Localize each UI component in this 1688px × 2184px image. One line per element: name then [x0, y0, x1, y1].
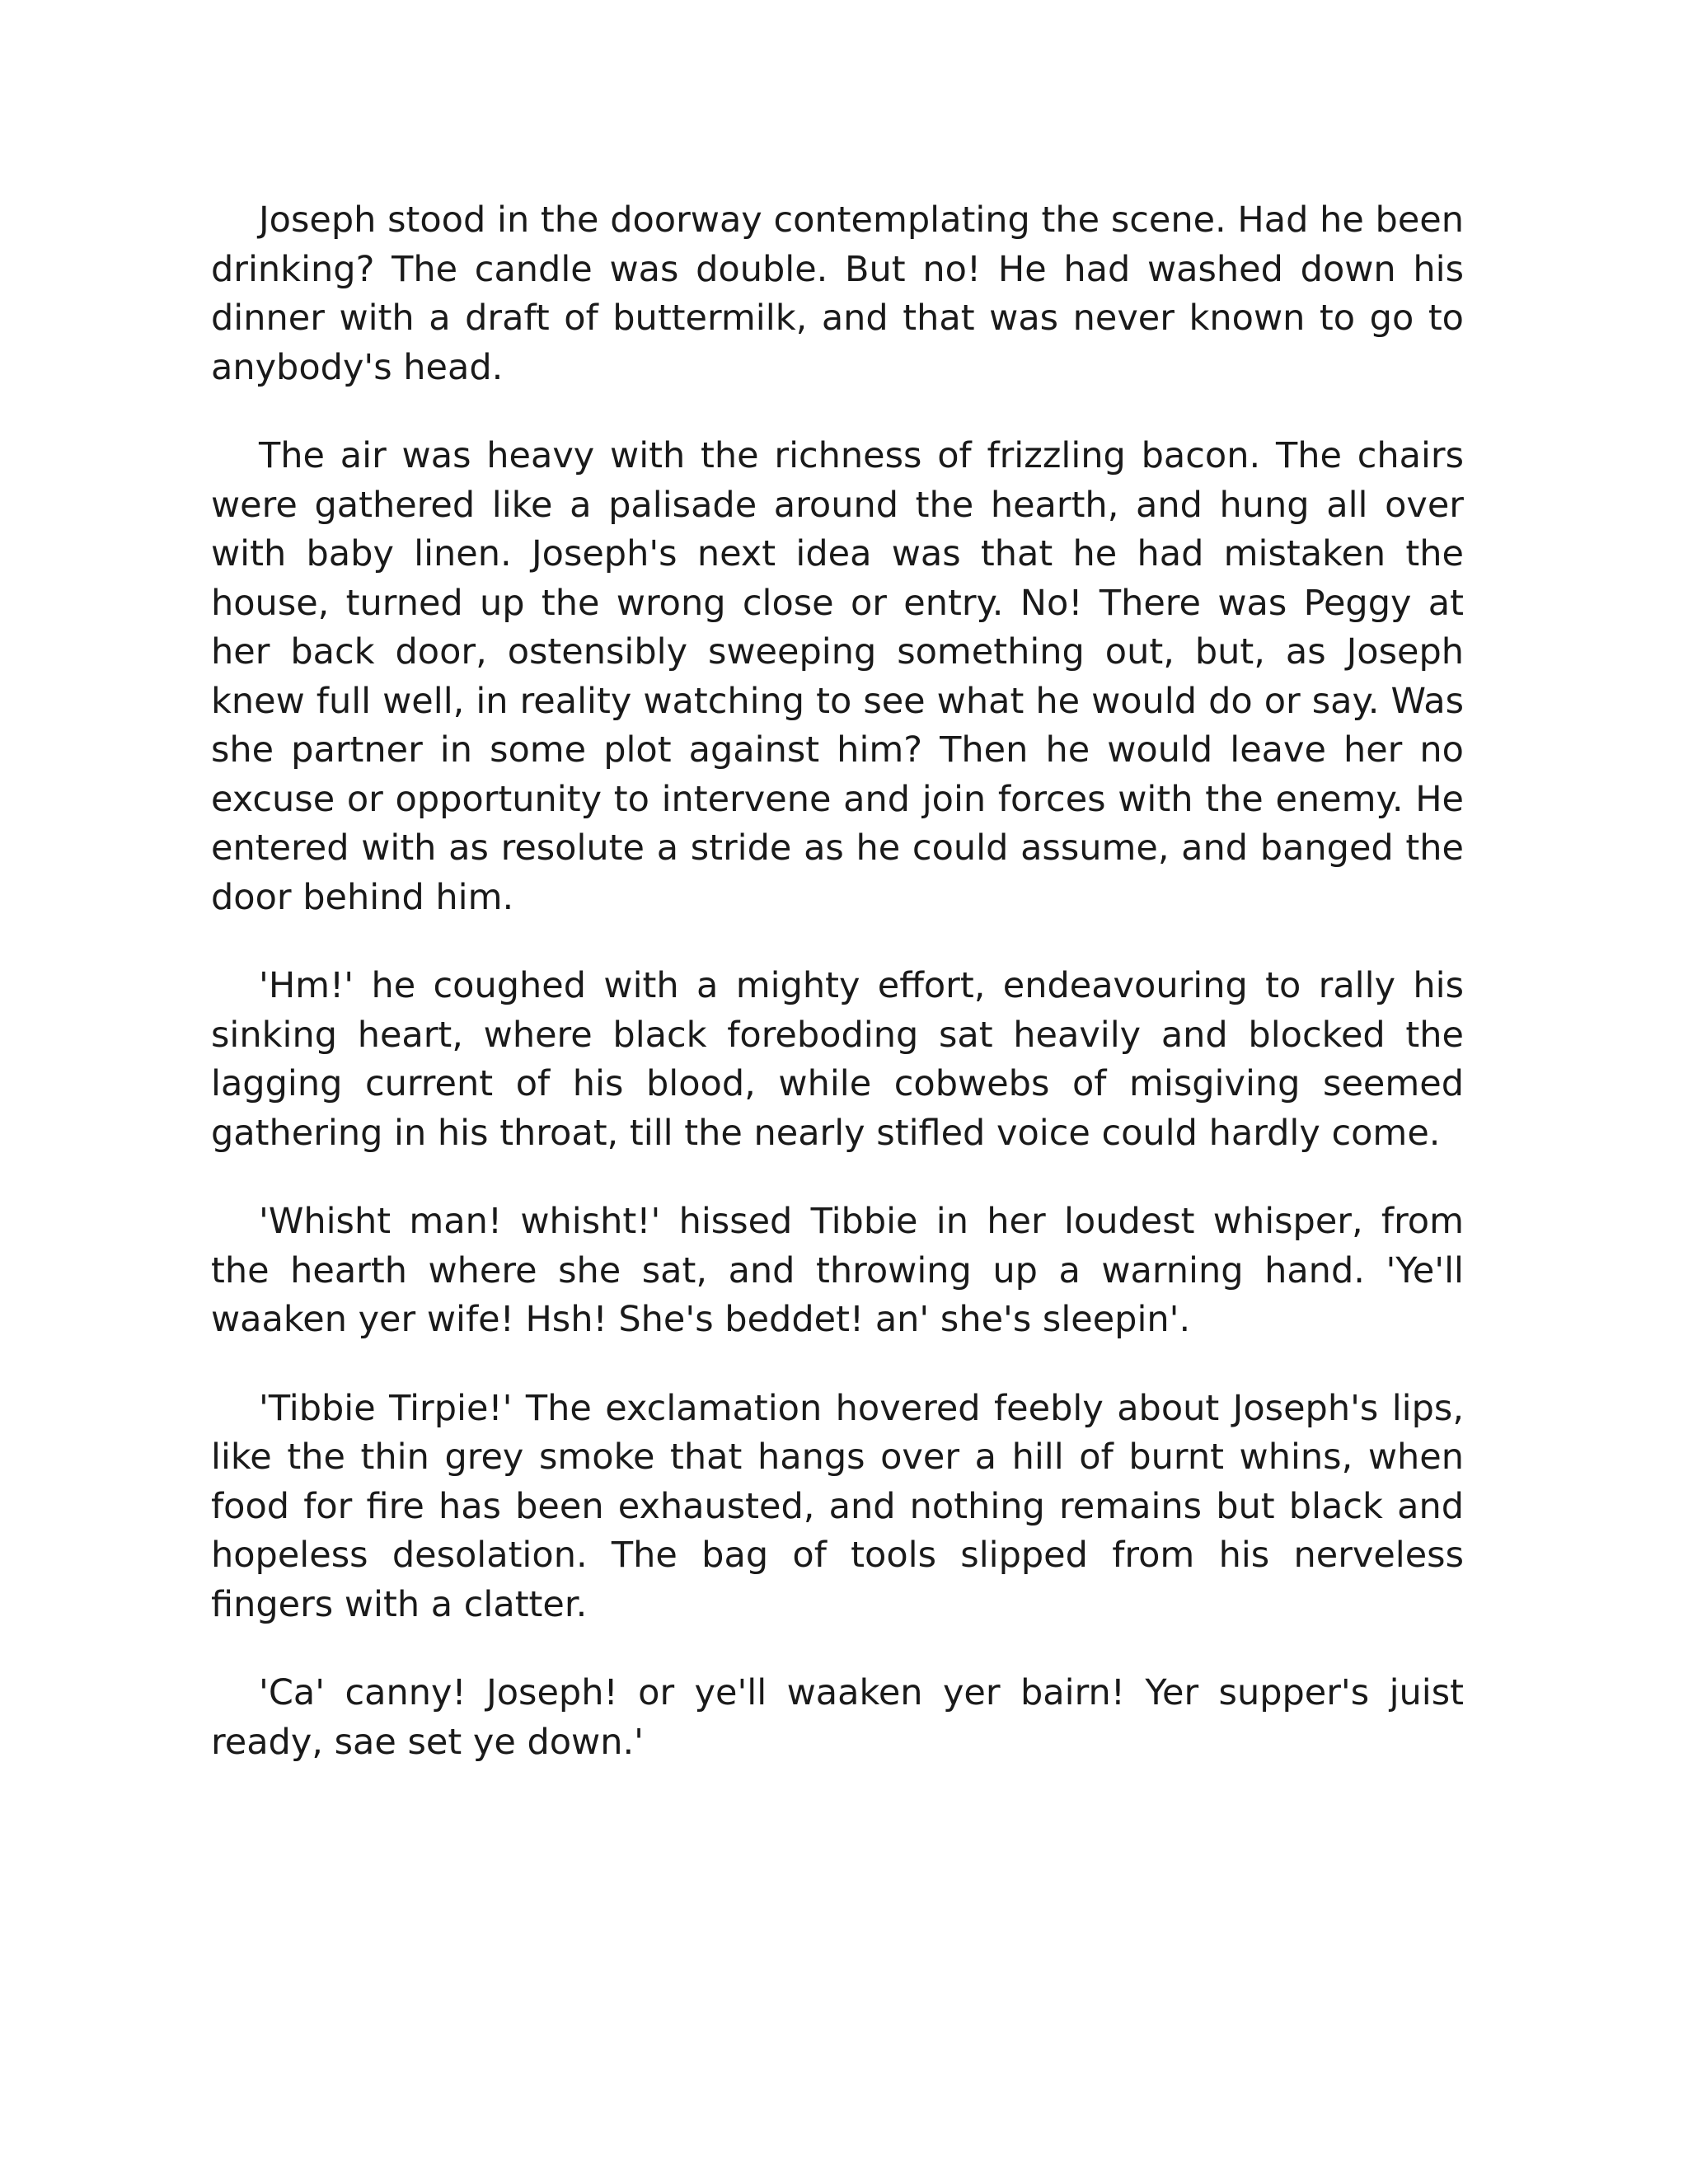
- paragraph-1: Joseph stood in the doorway contemplating the scene. Had he been drinking? The candle was double. But no! He had washed down his dinner with a draft of buttermilk, and that was never known to go to anybody's head.: [211, 199, 1464, 388]
- paragraph-5: 'Tibbie Tirpie!' The exclamation hovered feebly about Joseph's lips, like the thin grey smoke that hangs over a hill of burnt whins, when food for fire has been exhausted, and nothing remains but black and hopeless desolation. The bag of tools slipped from his nerveless fingers with a clatter.: [211, 1387, 1464, 1625]
- paragraph-4: 'Whisht man! whisht!' hissed Tibbie in her loudest whisper, from the hearth where she sat, and throwing up a warning hand. 'Ye'll waaken yer wife! Hsh! She's beddet! an' she's sleepin'.: [211, 1201, 1464, 1340]
- paragraph-2: The air was heavy with the richness of frizzling bacon. The chairs were gathered like a palisade around the hearth, and hung all over with baby linen. Joseph's next idea was that he had mistaken the house, turned up the wrong close or entry. No! There was Peggy at her back door, ostensibly sweeping something out, but, as Joseph knew full well, in reality watching to see what he would do or say. Was she partner in some plot against him? Then he would leave her no excuse or opportunity to intervene and join forces with the enemy. He entered with as resolute a stride as he could assume, and banged the door behind him.: [211, 435, 1464, 918]
- paragraph-6: 'Ca' canny! Joseph! or ye'll waaken yer bairn! Yer supper's juist ready, sae set ye down.': [211, 1672, 1464, 1763]
- paragraph-3: 'Hm!' he coughed with a mighty effort, endeavouring to rally his sinking heart, where black foreboding sat heavily and blocked the lagging current of his blood, while cobwebs of misgiving seemed gathering in his throat, till the nearly stifled voice could hardly come.: [211, 965, 1464, 1154]
- body-text: [211, 196, 1464, 1807]
